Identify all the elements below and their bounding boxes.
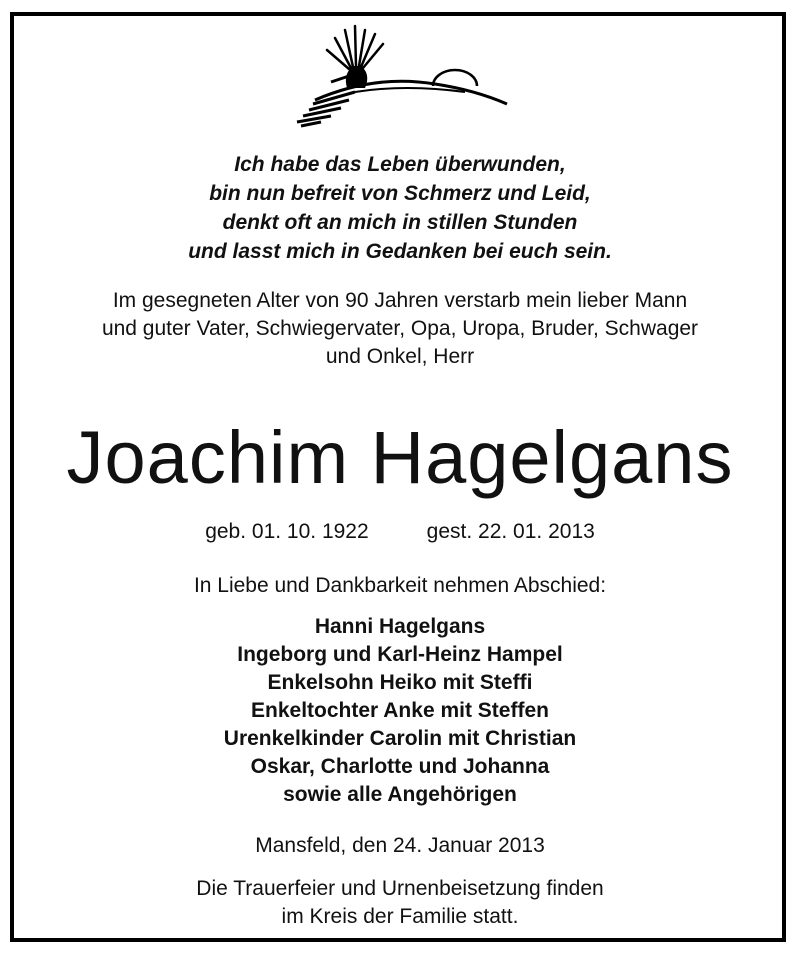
intro-text: [0, 287, 800, 371]
poem-line: bin nun befreit von Schmerz und Leid,: [209, 182, 591, 205]
tree-on-hill-icon: [285, 22, 515, 132]
deceased-name: Joachim Hagelgans: [66, 416, 734, 499]
poem-line: denkt oft an mich in stillen Stunden: [222, 211, 578, 234]
funeral-line: Die Trauerfeier und Urnenbeisetzung finden: [196, 877, 604, 900]
funeral-line: im Kreis der Familie statt.: [281, 905, 519, 928]
intro-line: und guter Vater, Schwiegervater, Opa, Uropa, Bruder, Schwager: [101, 317, 699, 340]
mourners-list: [0, 613, 800, 809]
poem-line: und lasst mich in Gedanken bei euch sein.: [188, 240, 612, 263]
mourner-line: Hanni Hagelgans: [314, 615, 486, 638]
mourner-line: Oskar, Charlotte und Johanna: [250, 755, 550, 778]
mourner-line: Ingeborg und Karl-Heinz Hampel: [237, 643, 563, 666]
mourner-line: Enkelsohn Heiko mit Steffi: [267, 671, 533, 694]
mourner-line: sowie alle Angehörigen: [283, 783, 517, 806]
poem: [0, 150, 800, 266]
intro-line: und Onkel, Herr: [325, 345, 475, 368]
life-dates: [0, 518, 800, 546]
funeral-note: [0, 875, 800, 931]
birth-date: geb. 01. 10. 1922: [205, 520, 369, 543]
mourner-line: Urenkelkinder Carolin mit Christian: [223, 727, 577, 750]
intro-line: Im gesegneten Alter von 90 Jahren verstarb mein lieber Mann: [112, 289, 688, 312]
place-date: Mansfeld, den 24. Januar 2013: [255, 834, 545, 857]
mourner-line: Enkeltochter Anke mit Steffen: [251, 699, 549, 722]
farewell-intro: In Liebe und Dankbarkeit nehmen Abschied:: [193, 574, 607, 597]
poem-line: Ich habe das Leben überwunden,: [234, 153, 566, 176]
death-date: gest. 22. 01. 2013: [426, 520, 595, 543]
